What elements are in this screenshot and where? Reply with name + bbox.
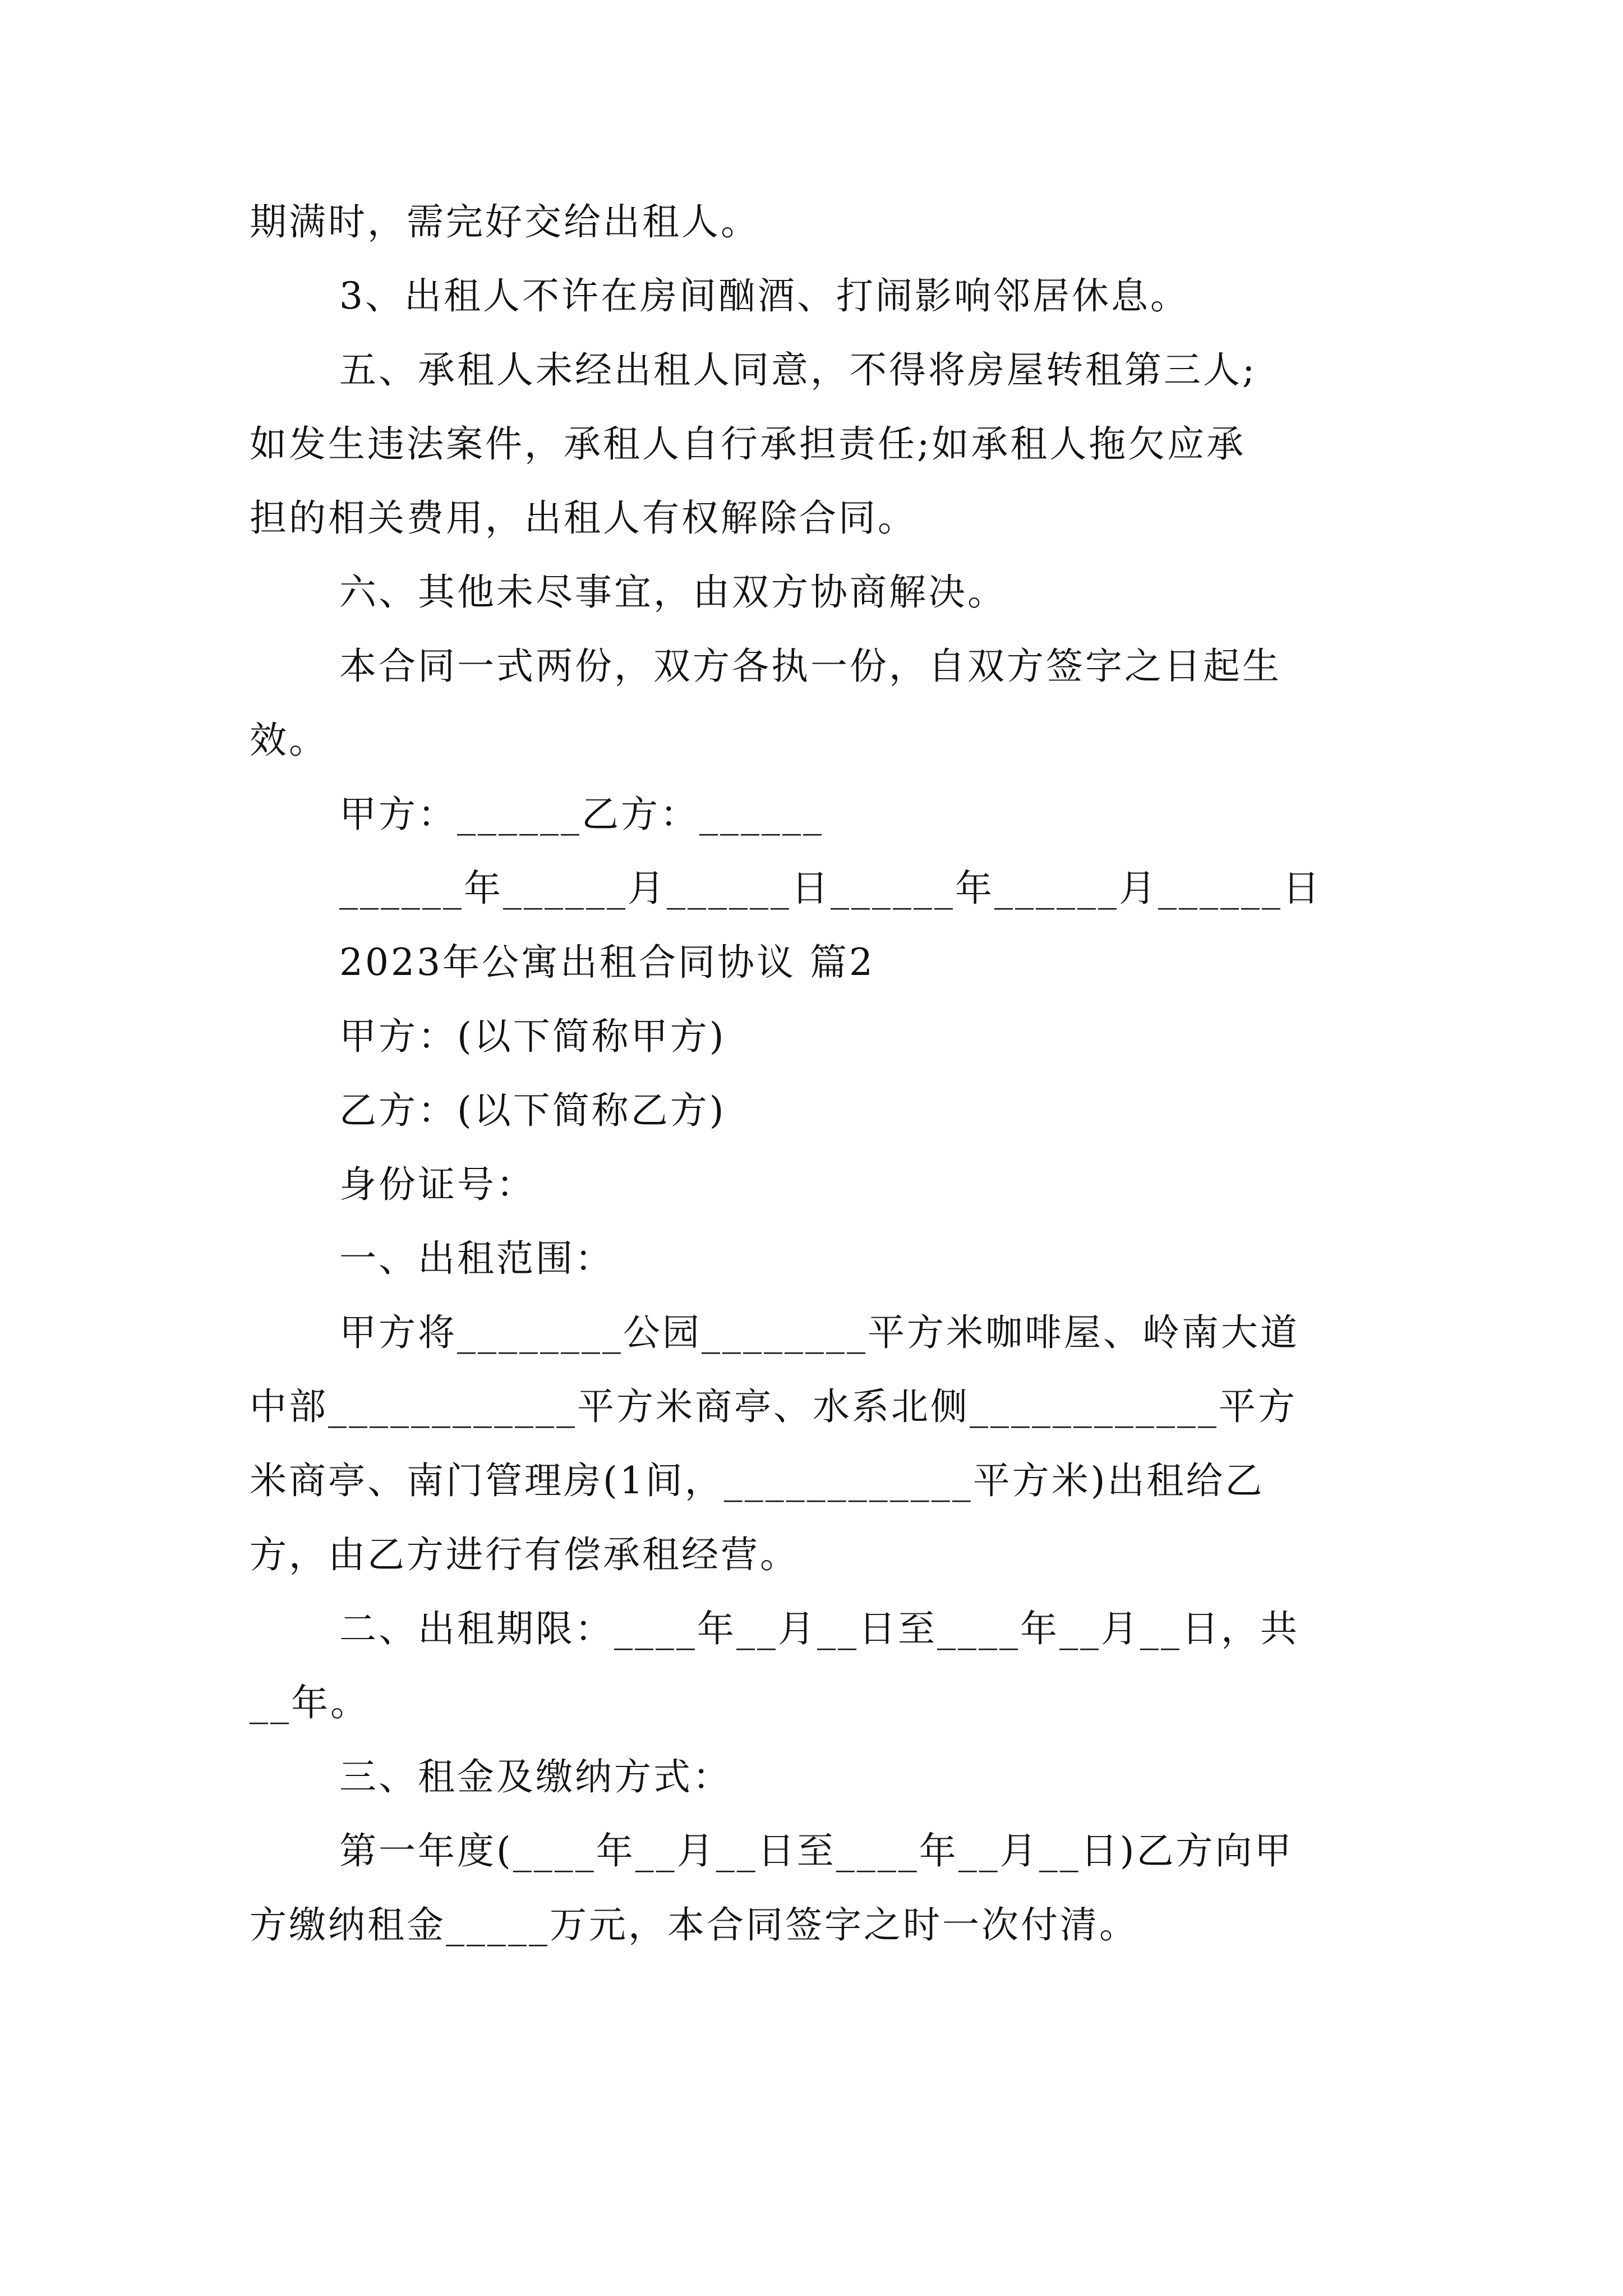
text-line: 3、出租人不许在房间酗酒、打闹影响邻居休息。 (339, 274, 1189, 318)
text-line: 六、其他未尽事宜，由双方协商解决。 (339, 570, 1007, 614)
text-line: 方缴纳租金_____万元，本合同签字之时一次付清。 (250, 1903, 1138, 1947)
contract-text-body (250, 185, 1388, 1962)
text-line: 三、租金及缴纳方式： (339, 1755, 732, 1798)
text-line: 米商亭、南门管理房(1间，____________平方米)出租给乙 (250, 1459, 1265, 1502)
date-line: ______年______月______日______年______月______日 (339, 867, 1322, 910)
text-line: 甲方将________公园________平方米咖啡屋、岭南大道 (339, 1311, 1299, 1354)
section-heading: 2023年公寓出租合同协议 篇2 (339, 941, 875, 984)
text-line: 期满时，需完好交给出租人。 (250, 200, 760, 243)
text-line: __年。 (250, 1681, 370, 1724)
signature-line: 甲方：______乙方：______ (339, 793, 824, 836)
text-line: 方，由乙方进行有偿承租经营。 (250, 1533, 799, 1576)
text-line: 担的相关费用，出租人有权解除合同。 (250, 496, 917, 540)
text-line: 第一年度(____年__月__日至____年__月__日)乙方向甲 (339, 1829, 1294, 1872)
text-line: 本合同一式两份，双方各执一份，自双方签字之日起生 (339, 645, 1281, 688)
text-line: 五、承租人未经出租人同意，不得将房屋转租第三人; (339, 348, 1257, 392)
text-line: 身份证号： (339, 1163, 536, 1206)
text-line: 中部____________平方米商亭、水系北侧____________平方 (250, 1385, 1297, 1428)
text-line: 乙方：(以下简称乙方) (339, 1089, 726, 1132)
text-line: 效。 (250, 719, 328, 762)
text-line: 一、出租范围： (339, 1237, 614, 1280)
text-line: 甲方：(以下简称甲方) (339, 1015, 726, 1058)
text-line: 如发生违法案件，承租人自行承担责任;如承租人拖欠应承 (250, 422, 1246, 466)
text-line: 二、出租期限：____年__月__日至____年__月__日，共 (339, 1607, 1299, 1650)
